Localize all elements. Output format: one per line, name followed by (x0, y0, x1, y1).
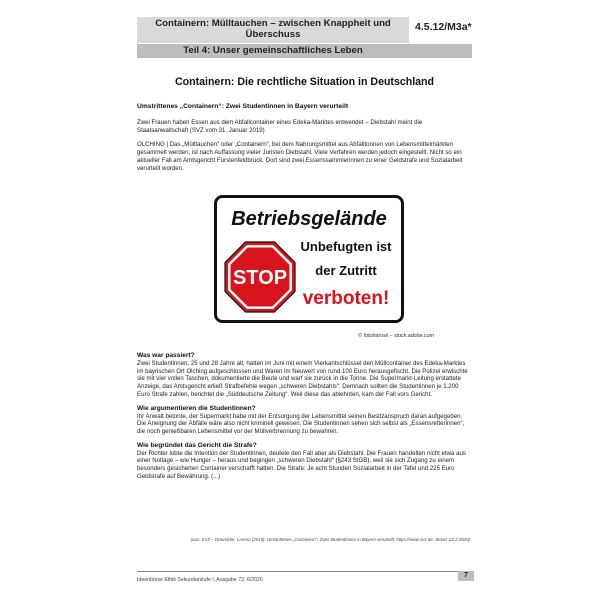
stop-text: STOP (232, 267, 288, 289)
sign-image (214, 195, 404, 323)
intro-heading: Umstrittenes „Containern“: Zwei Studentinnen in Bayern verurteilt (137, 103, 349, 110)
page-number: 7 (458, 571, 474, 581)
material-code: 4.5.12/M3a* (415, 21, 472, 33)
intro-paragraph: OLCHING | Das „Mülltauchen“ oder „Containern“, bei dem Nahrungsmittel aus Abfalltonnen von Lebensmittelmärkten gesammelt werden, ist nach Auffassung vieler Juristen Diebstahl. Viele Verfahren werden jedoch eingestellt. Nicht so ein aktueller Fall am Amtsgericht Fürstenfeldbruck. Dort sind zwei Essenssammlerinnen zu einer Geldstrafe und Sozialarbeit verurteilt worden. (137, 141, 463, 172)
stop-sign-icon (225, 242, 295, 312)
image-credit: © fotohansel – stock.adobe.com (358, 333, 434, 339)
article-body (137, 352, 470, 480)
section-text-students-argument: Ihr Anwalt betonte, der Supermarkt habe mit der Entsorgung der Lebensmittel seinen Besitzanspruch daran aufgegeben. Die Aneignung der Abfälle wäre also nicht kriminell gewesen. Die Studentinnen sehen sich selbst als „Essensretterinnen“, die noch genießbaren Lebensmittel vor der Müllverbrennung zu bewahren. (137, 412, 465, 435)
section-heading-what-happened: Was war passiert? (137, 352, 195, 359)
footer-divider (137, 571, 472, 572)
section-heading-court-reasoning: Wie begründet das Gericht die Strafe? (137, 441, 257, 449)
footer-publication: Ideenbörse Ethik Sekundarstufe I, Ausgabe 72, 6/2020 (137, 577, 263, 583)
intro-lead: Zwei Frauen haben Essen aus dem Abfallcontainer eines Edeka-Marktes entwendet – Diebstahl meint die Staatsanwaltschaft (SVZ vom 31. Januar 2019) (137, 119, 423, 134)
sign-line-2: der Zutritt (315, 263, 377, 278)
intro-section (137, 103, 470, 172)
header-subtitle: Teil 4: Unser gemeinschaftliches Leben (183, 45, 363, 56)
source-citation: (aus: SVZ – Dreusicke, Lorena (2019): Umstrittenes „Containern“: Zwei Studentinnen in Bayern verurteilt; https://www.svz.de; Stand: 22.2.2020) (190, 537, 470, 542)
section-text-court-reasoning: Der Richter lobte die Intention der Studentinnen, deutete den Fall aber als Diebstahl. Die Frauen handelten nicht etwa aus einer Notlage – wie Hunger – heraus und begingen „schweren Diebstahl“ (§243 StGB), weil sie sich Zugang zu einem besonders gesicherten Container verschafft hatten. Die Strafe: Je acht Stunden Sozialarbeit in der Tafel und 225 Euro Geldstrafe auf Bewährung. (...) (137, 449, 466, 480)
sign-headline: Betriebsgelände (231, 208, 387, 230)
sign-line-1: Unbefugten ist (300, 239, 392, 254)
sign-line-3: verboten! (302, 288, 390, 309)
section-heading-students-argument: Wie argumentieren die Studentinnen? (137, 404, 256, 412)
section-text-what-happened: Zwei Studentinnen, 25 und 28 Jahre alt, hatten im Juni mit einem Vierkantschlüssel den Müllcontainer des Edeka-Marktes im bayrischen Ort Olching aufgeschlossen und Waren im Neuwert von rund 100 Euro herausgefischt. Die Polizei erwischte sie mit vier vollen Taschen, dokumentierte die Beute und warf sie zurück in die Tonne. Die Supermarkt-Leitung erstattete Anzeige, das Amtsgericht erließ Strafbefehle wegen „schweren Diebstahls“. Demnach sollten die Studentinnen je 1.200 Euro Strafe zahlen, berichtet die „Süddeutsche Zeitung“. Weil diese das ablehnten, kam der Fall vors Gericht. (137, 360, 468, 398)
header-title: Containern: Mülltauchen – zwischen Knappheit und Überschuss (155, 18, 391, 40)
page-header (137, 17, 472, 59)
main-title: Containern: Die rechtliche Situation in Deutschland (175, 76, 434, 88)
sign-graphic (214, 195, 404, 323)
